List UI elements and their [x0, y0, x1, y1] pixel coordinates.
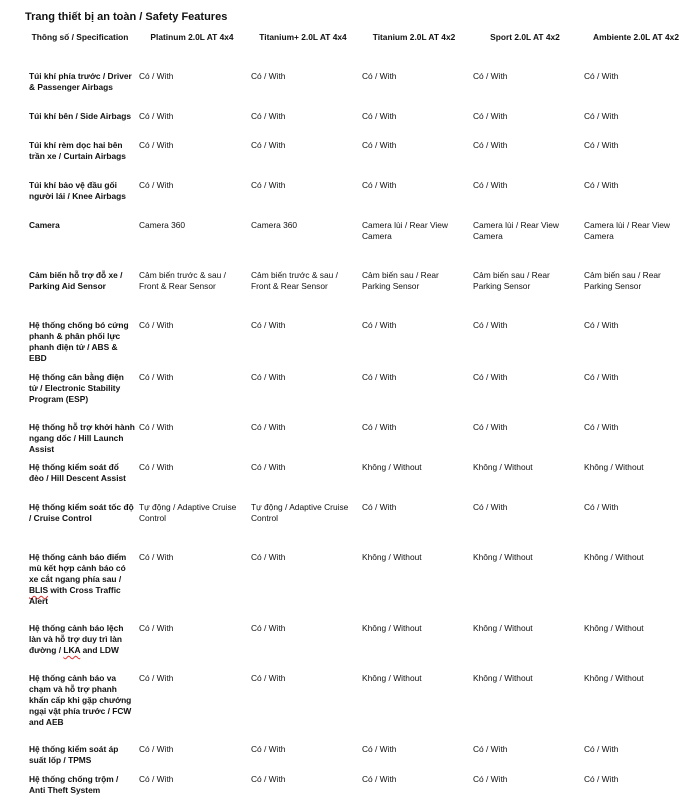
row-label: Túi khí bảo vệ đầu gối người lái / Knee Airbags	[29, 180, 126, 201]
table-cell: Camera lùi / Rear View Camera	[584, 220, 670, 241]
table-cell: Có / With	[251, 71, 286, 81]
table-cell: Có / With	[139, 552, 174, 562]
table-cell: Có / With	[584, 71, 619, 81]
table-cell: Có / With	[473, 422, 508, 432]
table-cell: Không / Without	[584, 673, 644, 683]
column-header-variant: Sport 2.0L AT 4x2	[490, 32, 560, 42]
row-label: Hệ thống cân bằng điện tử / Electronic Stability Program (ESP)	[29, 372, 124, 404]
column-header-variant: Titanium 2.0L AT 4x2	[372, 32, 456, 42]
table-cell: Tự động / Adaptive Cruise Control	[139, 502, 237, 523]
table-cell: Có / With	[362, 372, 397, 382]
table-cell: Có / With	[251, 180, 286, 190]
table-cell: Có / With	[362, 71, 397, 81]
row-label: Hệ thống cảnh báo điểm mù kết hợp cảnh báo có xe cắt ngang phía sau / BLIS with Cross Traffic Alert	[29, 552, 127, 606]
row-label: Túi khí phía trước / Driver & Passenger Airbags	[29, 71, 132, 92]
row-label: Hệ thống cảnh báo va chạm và hỗ trợ phanh khẩn cấp khi gặp chướng ngại vật phía trước / FCW and AEB	[29, 673, 132, 727]
row-label: Camera	[29, 220, 60, 230]
table-cell: Cảm biến trước & sau / Front & Rear Sensor	[251, 270, 338, 291]
table-cell: Có / With	[251, 774, 286, 784]
table-cell: Tự động / Adaptive Cruise Control	[251, 502, 349, 523]
table-cell: Có / With	[139, 422, 174, 432]
row-label: Hệ thống kiểm soát tốc độ / Cruise Control	[29, 502, 134, 523]
table-cell: Có / With	[251, 372, 286, 382]
table-cell: Có / With	[251, 111, 286, 121]
table-cell: Có / With	[251, 140, 286, 150]
table-cell: Có / With	[139, 673, 174, 683]
table-cell: Camera 360	[139, 220, 186, 230]
table-cell: Không / Without	[584, 462, 644, 472]
row-label: Hệ thống hỗ trợ khởi hành ngang dốc / Hill Launch Assist	[29, 422, 135, 454]
table-cell: Có / With	[139, 744, 174, 754]
table-cell: Có / With	[139, 111, 174, 121]
column-header-variant: Platinum 2.0L AT 4x4	[150, 32, 234, 42]
table-cell: Có / With	[473, 111, 508, 121]
column-header-variant: Titanium+ 2.0L AT 4x4	[259, 32, 347, 42]
row-label: Hệ thống chống trộm / Anti Theft System	[29, 774, 119, 795]
table-cell: Có / With	[139, 71, 174, 81]
table-cell: Camera lùi / Rear View Camera	[473, 220, 559, 241]
table-cell: Có / With	[251, 462, 286, 472]
table-cell: Cảm biến sau / Rear Parking Sensor	[584, 270, 661, 291]
row-label: Túi khí rèm dọc hai bên trần xe / Curtain Airbags	[29, 140, 126, 161]
table-cell: Có / With	[362, 180, 397, 190]
table-cell: Có / With	[362, 140, 397, 150]
table-cell: Có / With	[584, 372, 619, 382]
row-label: Hệ thống kiểm soát áp suất lốp / TPMS	[29, 744, 119, 765]
table-cell: Có / With	[584, 180, 619, 190]
table-cell: Không / Without	[473, 623, 533, 633]
row-label: Hệ thống chống bó cứng phanh & phân phối lực phanh điện tử / ABS & EBD	[29, 320, 129, 363]
table-cell: Có / With	[584, 774, 619, 784]
spellcheck-marked-word: BLIS	[29, 585, 49, 595]
row-label: Túi khí bên / Side Airbags	[29, 111, 132, 121]
table-cell: Có / With	[584, 140, 619, 150]
table-cell: Có / With	[584, 502, 619, 512]
table-cell: Có / With	[251, 623, 286, 633]
table-cell: Không / Without	[362, 623, 422, 633]
row-label: Cảm biến hỗ trợ đỗ xe / Parking Aid Sensor	[29, 270, 123, 291]
row-label: Hệ thống cảnh báo lệch làn và hỗ trợ duy trì làn đường / LKA and LDW	[29, 623, 124, 655]
table-cell: Có / With	[139, 462, 174, 472]
table-cell: Không / Without	[584, 552, 644, 562]
table-cell: Không / Without	[362, 462, 422, 472]
table-cell: Không / Without	[584, 623, 644, 633]
spellcheck-marked-word: LKA	[63, 645, 81, 655]
table-cell: Có / With	[473, 744, 508, 754]
table-cell: Có / With	[251, 744, 286, 754]
table-cell: Có / With	[473, 372, 508, 382]
table-cell: Có / With	[584, 422, 619, 432]
table-cell: Camera lùi / Rear View Camera	[362, 220, 448, 241]
table-cell: Có / With	[139, 623, 174, 633]
table-cell: Không / Without	[473, 462, 533, 472]
table-cell: Có / With	[139, 372, 174, 382]
table-cell: Có / With	[251, 552, 286, 562]
table-cell: Không / Without	[362, 552, 422, 562]
table-cell: Có / With	[584, 744, 619, 754]
table-cell: Có / With	[251, 673, 286, 683]
table-cell: Có / With	[139, 180, 174, 190]
table-cell: Có / With	[473, 180, 508, 190]
table-cell: Có / With	[362, 320, 397, 330]
table-cell: Cảm biến sau / Rear Parking Sensor	[473, 270, 550, 291]
table-cell: Không / Without	[473, 673, 533, 683]
table-cell: Cảm biến sau / Rear Parking Sensor	[362, 270, 439, 291]
table-cell: Có / With	[251, 422, 286, 432]
table-cell: Camera 360	[251, 220, 298, 230]
table-cell: Có / With	[473, 71, 508, 81]
table-cell: Có / With	[362, 502, 397, 512]
table-cell: Có / With	[362, 111, 397, 121]
table-cell: Có / With	[584, 111, 619, 121]
table-cell: Không / Without	[473, 552, 533, 562]
table-cell: Cảm biến trước & sau / Front & Rear Sensor	[139, 270, 226, 291]
table-cell: Có / With	[362, 774, 397, 784]
column-header-variant: Ambiente 2.0L AT 4x2	[593, 32, 679, 42]
column-header-specification: Thông số / Specification	[31, 32, 129, 42]
table-cell: Có / With	[139, 320, 174, 330]
table-cell: Có / With	[362, 744, 397, 754]
document-title: Trang thiết bị an toàn / Safety Features	[25, 11, 228, 23]
table-cell: Có / With	[473, 774, 508, 784]
row-label: Hệ thống kiểm soát đổ đèo / Hill Descent Assist	[29, 462, 126, 483]
table-cell: Có / With	[139, 774, 174, 784]
table-cell: Không / Without	[362, 673, 422, 683]
table-cell: Có / With	[251, 320, 286, 330]
table-cell: Có / With	[473, 140, 508, 150]
table-cell: Có / With	[362, 422, 397, 432]
table-cell: Có / With	[473, 502, 508, 512]
table-cell: Có / With	[139, 140, 174, 150]
table-cell: Có / With	[584, 320, 619, 330]
table-cell: Có / With	[473, 320, 508, 330]
